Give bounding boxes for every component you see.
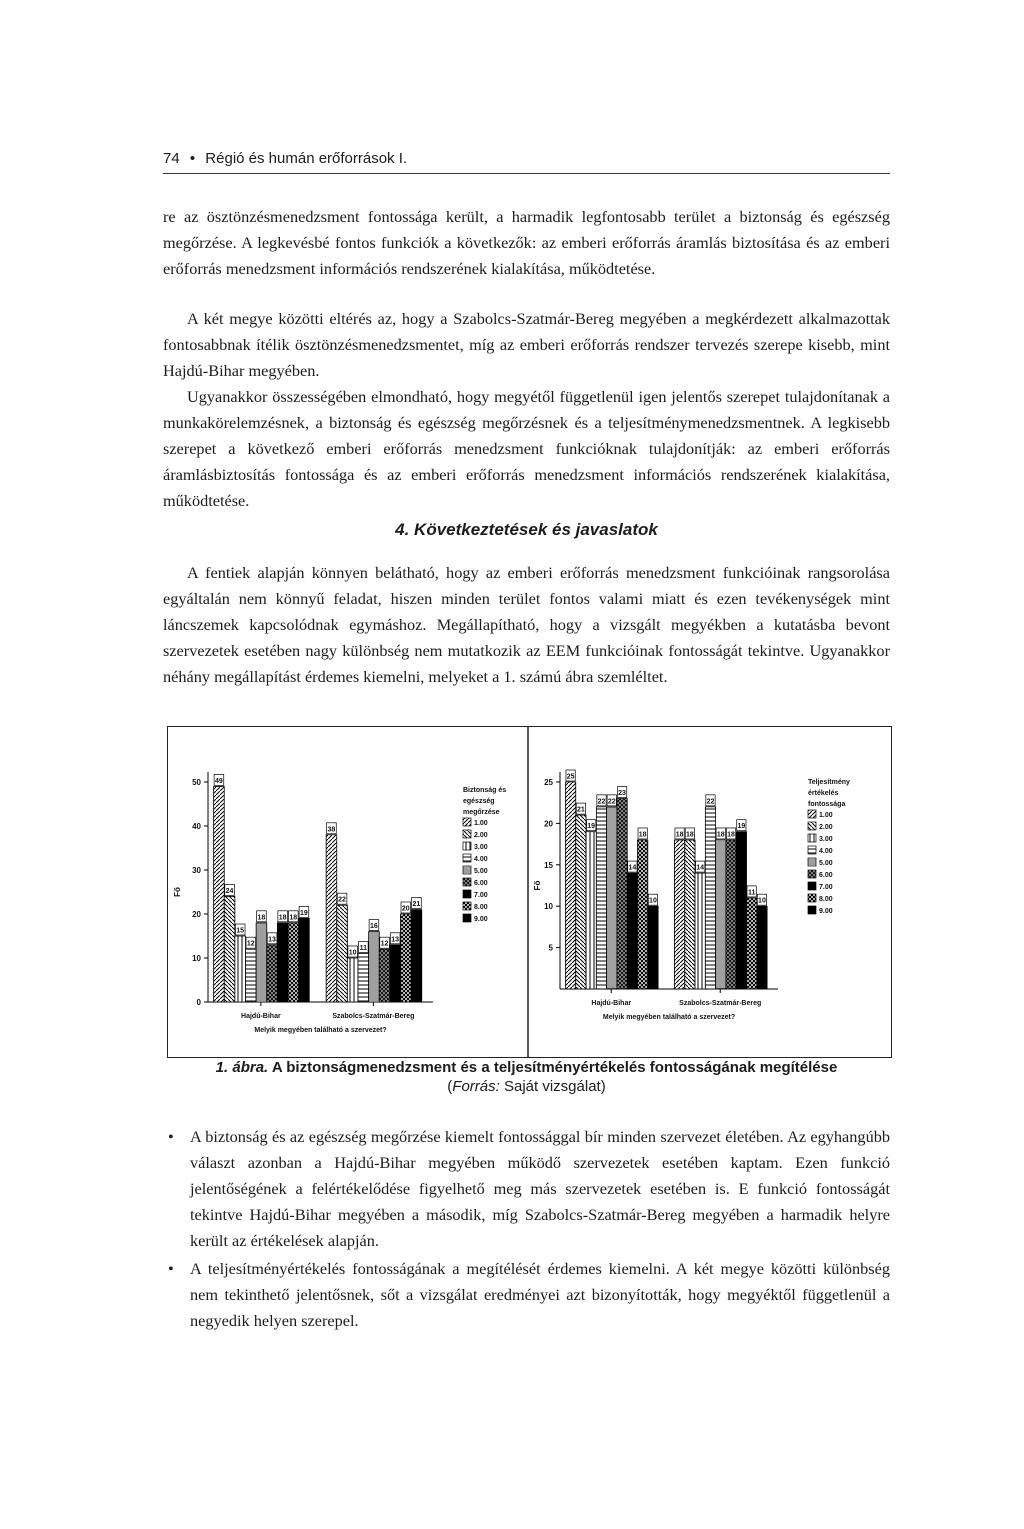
data-label: 22 [607, 798, 616, 806]
data-label: 12 [246, 940, 255, 948]
bar-hajdbihar-8 [638, 840, 648, 989]
legend-label: 8.00 [474, 904, 488, 911]
data-label: 24 [225, 887, 234, 895]
bar-szabolcsszatmrbereg-7 [736, 832, 746, 989]
data-label: 18 [716, 831, 725, 839]
bar-szabolcsszatmrbereg-5 [716, 840, 726, 989]
legend-swatch [808, 882, 816, 890]
x-axis-label: Melyik megyében található a szervezet? [602, 1014, 736, 1021]
x-tick-label: Szabolcs-Szatmár-Bereg [332, 1013, 415, 1020]
data-label: 23 [618, 790, 626, 798]
bar-hajdbihar-9 [648, 906, 658, 989]
bar-szabolcsszatmrbereg-7 [390, 945, 401, 1002]
legend-label: 5.00 [474, 868, 488, 875]
y-tick-label: 0 [196, 998, 201, 1007]
legend-label: 1.00 [474, 820, 488, 827]
data-label: 18 [727, 831, 735, 839]
legend-swatch [808, 894, 816, 902]
figure-frame [167, 726, 892, 1058]
bar-szabolcsszatmrbereg-3 [347, 958, 358, 1002]
y-tick-label: 20 [192, 910, 201, 919]
legend-label: 4.00 [819, 848, 833, 855]
legend-title: megőrzése [463, 809, 500, 816]
data-label: 21 [576, 806, 585, 814]
bar-szabolcsszatmrbereg-6 [379, 949, 390, 1002]
figure-source: (Forrás: Saját vizsgálat) [447, 1078, 606, 1095]
bar-szabolcsszatmrbereg-2 [685, 840, 695, 989]
section-paragraph: A fentiek alapján könnyen belátható, hogy az emberi erőforrás menedzsment funkcióinak rangsorolása egyáltalán nem könnyű feladat, hiszen minden terület fontos valami miatt és ezen tevékenységek mint láncszemek kapcsolódnak egymáshoz. Megállapítható, hogy a vizsgált megyékben a kutatásba bevont szervezetek esetében nagy különbség nem mutatkozik az EEM funkcióinak fontosságát tekintve. Ugyanakkor néhány megállapítást érdemes kiemelni, melyeket a 1. számú ábra szemléltet. [163, 563, 890, 686]
legend-swatch [808, 810, 816, 818]
bar-hajdbihar-4 [596, 807, 606, 989]
x-tick-label: Szabolcs-Szatmár-Bereg [679, 1000, 762, 1007]
legend-swatch [463, 878, 471, 886]
bar-hajdbihar-6 [617, 799, 627, 989]
bar-hajdbihar-9 [299, 918, 310, 1002]
figure-title: A biztonságmenedzsment és a teljesítményértékelés fontosságának megítélése [271, 1059, 838, 1076]
figure-label: 1. ábra. [215, 1059, 269, 1076]
bar-szabolcsszatmrbereg-2 [337, 905, 348, 1002]
legend-label: 6.00 [819, 872, 833, 879]
data-label: 38 [327, 826, 336, 834]
legend-swatch [808, 858, 816, 866]
bar-hajdbihar-7 [627, 873, 637, 989]
bar-hajdbihar-7 [277, 923, 288, 1002]
bar-szabolcsszatmrbereg-8 [747, 898, 757, 989]
data-label: 22 [338, 896, 346, 904]
bar-hajdbihar-3 [586, 832, 596, 989]
data-label: 12 [380, 940, 389, 948]
paragraph-3: Ugyanakkor összességében elmondható, hogy megyétől függetlenül igen jelentős szerepet tulajdonítanak a munkakörelemzésnek, a biztonság és egészség megőrzésnek és a teljesítménymenedzsmentnek. A legkisebb szerepet a következő emberi erőforrás menedzsment funkcióknak tulajdonítják: az emberi erőforrás áramlásbiztosítás fontossága és az emberi erőforrás menedzsment információs rendszerének kialakítása, működtetése. [163, 387, 890, 510]
y-tick-label: 50 [192, 778, 201, 787]
figure-caption [163, 1059, 890, 1076]
data-label: 18 [685, 831, 694, 839]
legend-label: 7.00 [819, 884, 833, 891]
data-label: 49 [215, 777, 223, 785]
bar-hajdbihar-8 [288, 923, 299, 1002]
legend-swatch [463, 890, 471, 898]
legend-swatch [463, 914, 471, 922]
legend-swatch [463, 818, 471, 826]
data-label: 21 [412, 901, 421, 909]
legend-label: 3.00 [819, 836, 833, 843]
data-label: 19 [737, 823, 746, 831]
bar-hajdbihar-6 [267, 945, 278, 1002]
legend-title: egészség [463, 798, 495, 805]
paragraph-2: A két megye közötti eltérés az, hogy a Szabolcs-Szatmár-Bereg megyében a megkérdezett alkalmazottak fontosabbnak ítélik ösztönzésmenedzsmentet, míg az emberi erőforrás rendszer tervezés szerepe kisebb, mint Hajdú-Bihar megyében. [163, 309, 890, 380]
legend-label: 1.00 [819, 812, 833, 819]
y-tick-label: 20 [544, 819, 553, 829]
bullet-item-1: • A biztonság és az egészség megőrzése kiemelt fontossággal bír minden szervezet életében. Az egyhangúbb választ azonban a Hajdú-Bihar megyében működő szervezetek esetében kaptam. Ezen funkció jelentőségének a felértékelődése figyelhető meg más szervezetek esetében is. E funkció fontosságát tekintve Hajdú-Bihar megyében a második, míg Szabolcs-Szatmár-Bereg megyében a harmadik helyre került az értékelések alapján. [190, 1124, 890, 1254]
section-heading: 4. Következtetések és javaslatok [395, 520, 658, 539]
legend-label: 4.00 [474, 856, 488, 863]
data-label: 18 [289, 914, 298, 922]
bar-hajdbihar-1 [214, 786, 225, 1002]
x-tick-label: Hajdú-Bihar [591, 1000, 632, 1007]
bar-hajdbihar-4 [246, 949, 257, 1002]
data-label: 10 [348, 949, 357, 957]
paragraph-1: re az ösztönzésmenedzsment fontossága került, a harmadik legfontosabb terület a biztonság és egészség megőrzése. A legkevésbé fontos funkciók a következők: az emberi erőforrás áramlás biztosítása és az emberi erőforrás menedzsment információs rendszerének kialakítása, működtetése. [163, 207, 890, 278]
y-axis-label: Fő [173, 887, 182, 897]
y-tick-label: 15 [544, 860, 553, 870]
x-axis-label: Melyik megyében található a szervezet? [254, 1027, 387, 1034]
data-label: 20 [401, 905, 410, 913]
bar-szabolcsszatmrbereg-1 [326, 835, 337, 1002]
data-label: 22 [597, 798, 606, 806]
bar-szabolcsszatmrbereg-8 [401, 914, 412, 1002]
data-label: 19 [300, 909, 308, 917]
legend-label: 9.00 [819, 908, 833, 915]
legend-swatch [463, 854, 471, 862]
data-label: 13 [391, 936, 400, 944]
bar-szabolcsszatmrbereg-9 [411, 910, 422, 1002]
legend-swatch [463, 866, 471, 874]
data-label: 11 [359, 945, 368, 953]
running-header [163, 150, 890, 174]
bar-hajdbihar-3 [235, 936, 246, 1002]
data-label: 14 [696, 864, 705, 872]
legend-swatch [463, 842, 471, 850]
y-tick-label: 25 [544, 778, 553, 787]
legend-swatch [808, 822, 816, 830]
data-label: 14 [628, 864, 637, 872]
legend-label: 8.00 [819, 896, 833, 903]
data-label: 16 [370, 923, 378, 931]
data-label: 10 [649, 897, 657, 905]
legend-title: fontossága [808, 801, 846, 808]
source-text: Saját vizsgálat [503, 1078, 601, 1095]
data-label: 13 [268, 936, 276, 944]
data-label: 25 [566, 773, 575, 781]
bar-hajdbihar-2 [576, 815, 586, 989]
data-label: 18 [675, 831, 684, 839]
legend-swatch [808, 906, 816, 914]
legend-label: 2.00 [819, 824, 833, 831]
header-separator: • [189, 150, 196, 167]
y-tick-label: 10 [192, 954, 201, 963]
figure-charts [168, 727, 891, 1057]
y-tick-label: 5 [548, 943, 553, 953]
y-axis-label: Fő [533, 880, 542, 891]
y-tick-label: 40 [192, 822, 201, 831]
book-title: Régió és humán erőforrások I. [205, 150, 408, 167]
bullet-item-2: • A teljesítményértékelés fontosságának a megítélését érdemes kiemelni. A két megye közötti különbség nem tekinthető jelentősnek, sőt a vizsgálat eredményei azt bizonyították, hogy megyéktől függetlenül a negyedik helyen szerepel. [190, 1256, 890, 1334]
bar-hajdbihar-5 [256, 923, 267, 1002]
legend-label: 7.00 [474, 892, 488, 899]
y-tick-label: 10 [544, 902, 553, 912]
data-label: 18 [638, 831, 647, 839]
legend-title: Teljesítmény [808, 779, 850, 786]
legend-title: Biztonság és [463, 787, 507, 794]
bar-hajdbihar-1 [565, 782, 575, 989]
page-number: 74 [163, 150, 180, 167]
legend-label: 9.00 [474, 916, 488, 923]
bar-szabolcsszatmrbereg-9 [757, 906, 767, 989]
legend-label: 5.00 [819, 860, 833, 867]
y-tick-label: 30 [192, 866, 201, 875]
legend-swatch [808, 846, 816, 854]
legend-title: értékelés [808, 790, 839, 797]
data-label: 18 [278, 914, 287, 922]
data-label: 10 [758, 897, 766, 905]
bar-hajdbihar-2 [224, 896, 235, 1002]
data-label: 19 [587, 823, 596, 831]
bar-szabolcsszatmrbereg-1 [674, 840, 684, 989]
bar-szabolcsszatmrbereg-5 [369, 932, 380, 1002]
bar-szabolcsszatmrbereg-4 [358, 954, 369, 1002]
source-label: Forrás: [452, 1078, 500, 1095]
legend-label: 2.00 [474, 832, 488, 839]
data-label: 18 [257, 914, 266, 922]
x-tick-label: Hajdú-Bihar [241, 1013, 281, 1020]
legend-swatch [808, 834, 816, 842]
legend-label: 3.00 [474, 844, 488, 851]
bar-szabolcsszatmrbereg-6 [726, 840, 736, 989]
bar-hajdbihar-5 [607, 807, 617, 989]
data-label: 15 [236, 927, 245, 935]
data-label: 11 [747, 889, 756, 897]
data-label: 22 [706, 798, 715, 806]
legend-label: 6.00 [474, 880, 488, 887]
bar-szabolcsszatmrbereg-3 [695, 873, 705, 989]
bar-szabolcsszatmrbereg-4 [705, 807, 715, 989]
legend-swatch [808, 870, 816, 878]
legend-swatch [463, 902, 471, 910]
legend-swatch [463, 830, 471, 838]
